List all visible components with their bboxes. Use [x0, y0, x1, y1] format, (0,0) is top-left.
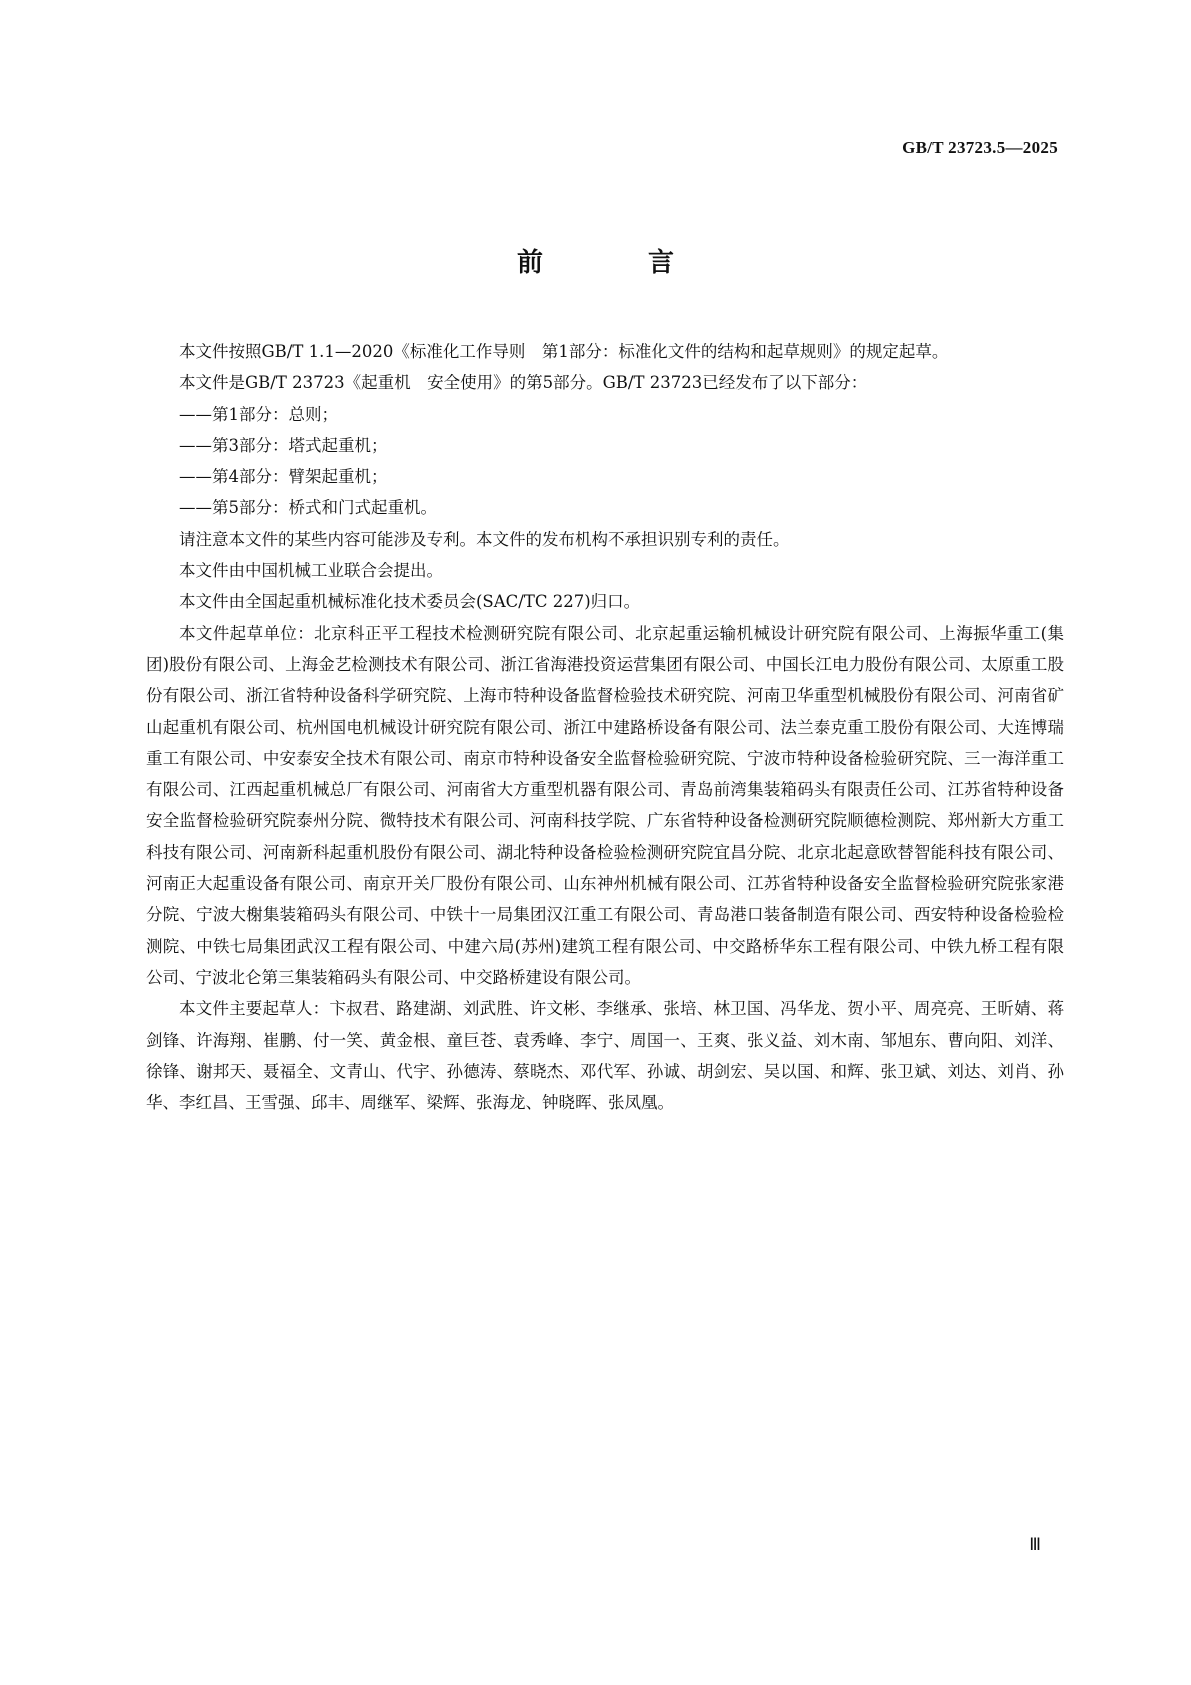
paragraph-proposer: 本文件由中国机械工业联合会提出。 [179, 561, 443, 581]
paragraph-series-info: 本文件是GB/T 23723《起重机 安全使用》的第5部分。GB/T 23723已经发布了以下部分： [179, 373, 868, 393]
paragraph-patent-notice: 请注意本文件的某些内容可能涉及专利。本文件的发布机构不承担识别专利的责任。 [179, 529, 790, 549]
standard-code: GB/T 23723.5—2025 [902, 138, 1058, 157]
part-list-item: ——第5部分：桥式和门式起重机。 [179, 498, 437, 518]
preface-body [146, 336, 1064, 1118]
paragraph-committee: 本文件由全国起重机械标准化技术委员会(SAC/TC 227)归口。 [179, 592, 641, 612]
part-list-item: ——第1部分：总则； [179, 404, 338, 424]
page-number: Ⅲ [1029, 1535, 1041, 1554]
part-list-item: ——第3部分：塔式起重机； [179, 435, 388, 455]
page-title: 前 言 [516, 248, 723, 278]
part-list-item: ——第4部分：臂架起重机； [179, 467, 388, 487]
paragraph-drafters: 本文件主要起草人：卞叔君、路建湖、刘武胜、许文彬、李继承、张培、林卫国、冯华龙、贺小平、周亮亮、王昕婧、蒋剑锋、许海翔、崔鹏、付一笑、黄金根、童巨苍、袁秀峰、李宁、周国一、王爽、张义益、刘木南、邹旭东、曹向阳、刘洋、徐锋、谢邦天、聂福全、文青山、代宇、孙德涛、蔡晓杰、邓代军、孙诚、胡剑宏、吴以国、和辉、张卫斌、刘达、刘肖、孙华、李红昌、王雪强、邱丰、周继军、梁辉、张海龙、钟晓晖、张凤凰。 [146, 999, 1064, 1113]
paragraph-drafting-rules: 本文件按照GB/T 1.1—2020《标准化工作导则 第1部分：标准化文件的结构和起草规则》的规定起草。 [179, 342, 949, 361]
paragraph-drafting-units: 本文件起草单位：北京科正平工程技术检测研究院有限公司、北京起重运输机械设计研究院有限公司、上海振华重工(集团)股份有限公司、上海金艺检测技术有限公司、浙江省海港投资运营集团有限公司、中国长江电力股份有限公司、太原重工股份有限公司、浙江省特种设备科学研究院、上海市特种设备监督检验技术研究院、河南卫华重型机械股份有限公司、河南省矿山起重机有限公司、杭州国电机械设计研究院有限公司、浙江中建路桥设备有限公司、法兰泰克重工股份有限公司、大连博瑞重工有限公司、中安泰安全技术有限公司、南京市特种设备安全监督检验研究院、宁波市特种设备检验研究院、三一海洋重工有限公司、江西起重机械总厂有限公司、河南省大方重型机器有限公司、青岛前湾集装箱码头有限责任公司、江苏省特种设备安全监督检验研究院泰州分院、微特技术有限公司、河南科技学院、广东省特种设备检测研究院顺德检测院、郑州新大方重工科技有限公司、河南新科起重机股份有限公司、湖北特种设备检验检测研究院宜昌分院、北京北起意欧替智能科技有限公司、河南正大起重设备有限公司、南京开关厂股份有限公司、山东神州机械有限公司、江苏省特种设备安全监督检验研究院张家港分院、宁波大榭集装箱码头有限公司、中铁十一局集团汉江重工有限公司、青岛港口装备制造有限公司、西安特种设备检验检测院、中铁七局集团武汉工程有限公司、中建六局(苏州)建筑工程有限公司、中交路桥华东工程有限公司、中铁九桥工程有限公司、宁波北仑第三集装箱码头有限公司、中交路桥建设有限公司。 [146, 623, 1064, 987]
